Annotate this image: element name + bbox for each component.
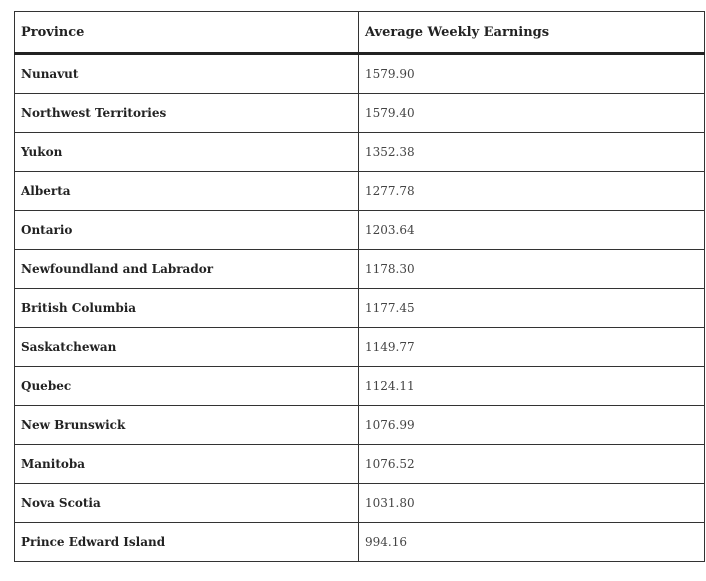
province-cell: Manitoba [15,445,359,484]
table-header [15,12,705,54]
table-row [15,211,705,250]
earnings-cell: 1178.30 [359,250,705,289]
province-cell: Saskatchewan [15,328,359,367]
table-row [15,54,705,94]
earnings-cell: 1352.38 [359,133,705,172]
province-cell: Nunavut [15,54,359,94]
table-row [15,289,705,328]
earnings-cell: 1579.40 [359,94,705,133]
table-row [15,406,705,445]
table-row [15,445,705,484]
earnings-table [14,11,705,562]
earnings-cell: 1177.45 [359,289,705,328]
province-cell: Quebec [15,367,359,406]
province-cell: British Columbia [15,289,359,328]
table-row [15,484,705,523]
province-cell: Nova Scotia [15,484,359,523]
province-cell: Alberta [15,172,359,211]
earnings-cell: 1203.64 [359,211,705,250]
header-average-weekly-earnings: Average Weekly Earnings [359,12,705,54]
table-row [15,94,705,133]
earnings-cell: 1579.90 [359,54,705,94]
province-cell: New Brunswick [15,406,359,445]
header-province: Province [15,12,359,54]
table-row [15,172,705,211]
earnings-cell: 1124.11 [359,367,705,406]
earnings-cell: 1149.77 [359,328,705,367]
earnings-cell: 1076.52 [359,445,705,484]
province-cell: Prince Edward Island [15,523,359,562]
province-cell: Yukon [15,133,359,172]
table-row [15,328,705,367]
province-cell: Newfoundland and Labrador [15,250,359,289]
earnings-cell: 1031.80 [359,484,705,523]
earnings-cell: 994.16 [359,523,705,562]
header-row [15,12,705,54]
table-row [15,367,705,406]
province-cell: Northwest Territories [15,94,359,133]
earnings-cell: 1076.99 [359,406,705,445]
table-row [15,133,705,172]
table-body [15,54,705,562]
table-row [15,523,705,562]
table-row [15,250,705,289]
province-cell: Ontario [15,211,359,250]
earnings-cell: 1277.78 [359,172,705,211]
